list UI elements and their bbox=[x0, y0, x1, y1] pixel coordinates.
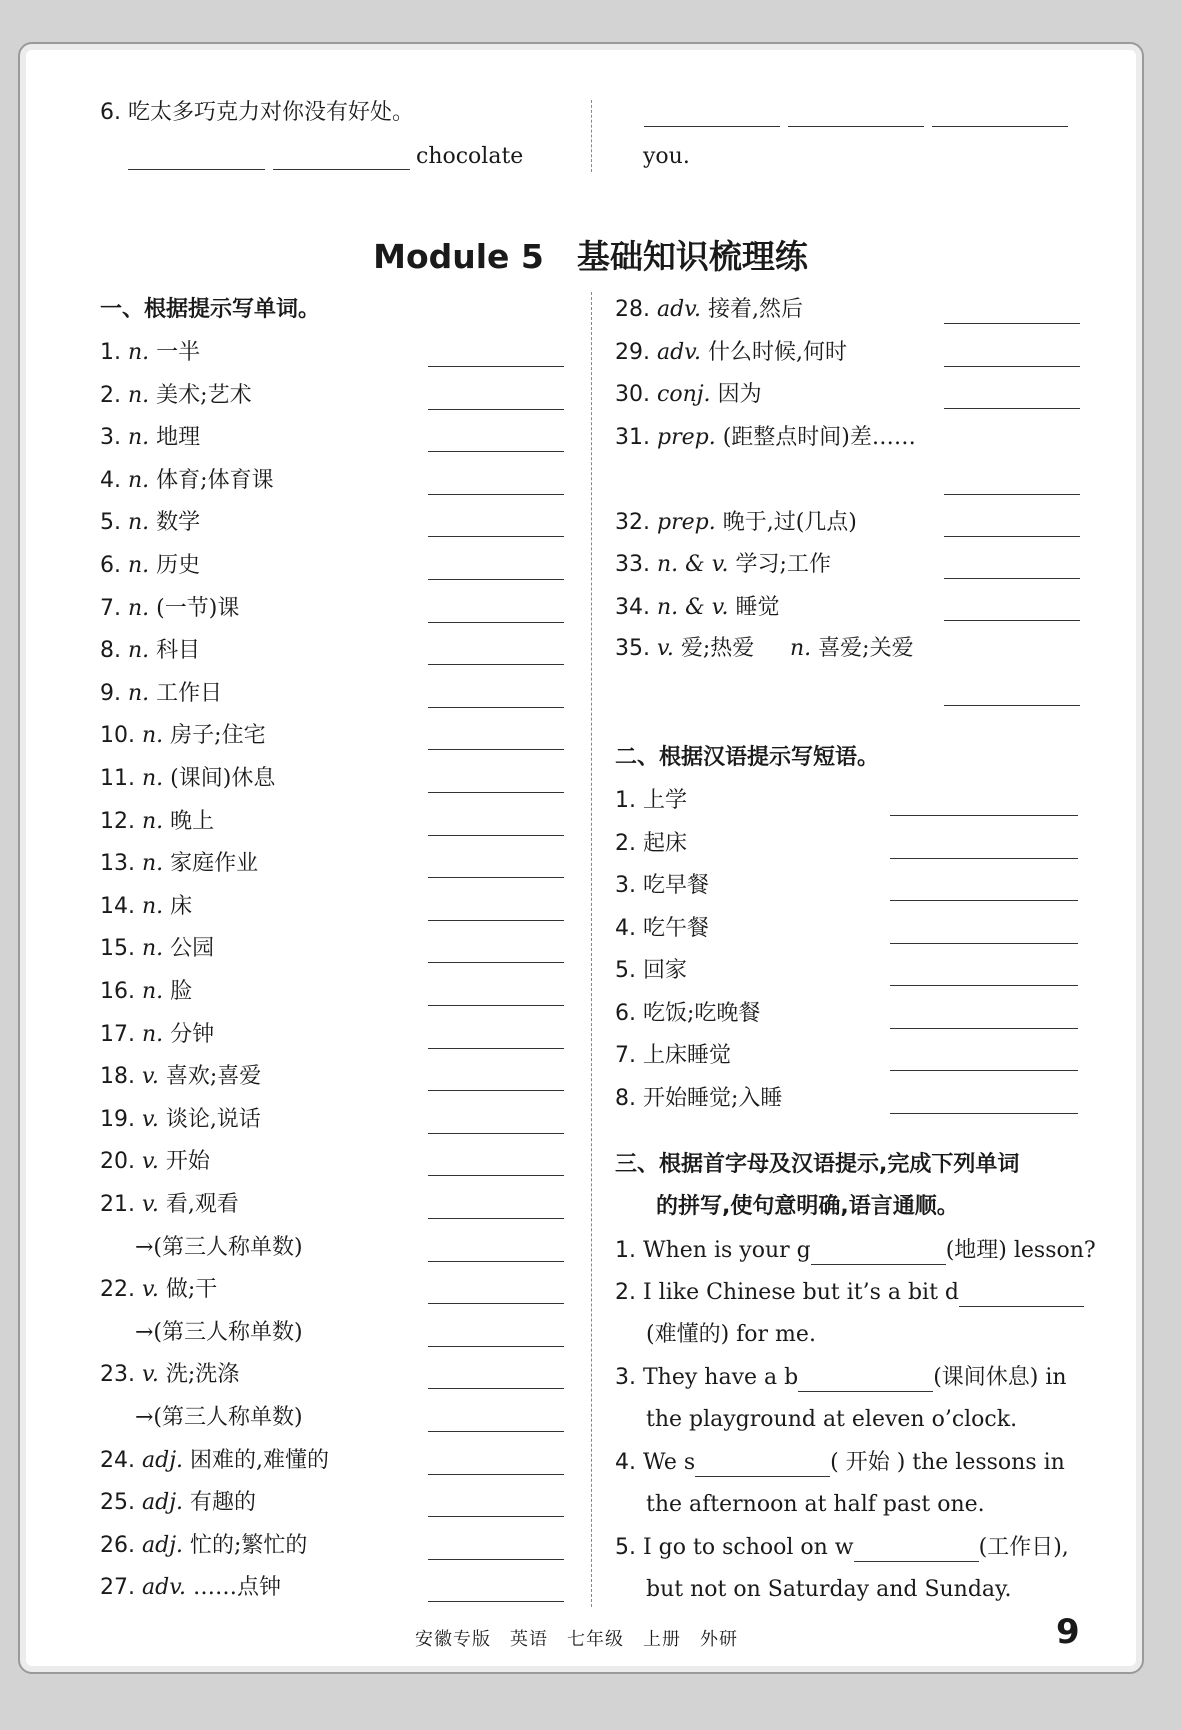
part-of-speech: n. bbox=[128, 425, 150, 450]
answer-blank[interactable] bbox=[428, 1218, 564, 1219]
item-number: 25. bbox=[100, 1490, 135, 1515]
item-hint: (一节)课 bbox=[156, 596, 240, 621]
answer-blank[interactable] bbox=[695, 1450, 830, 1477]
part-of-speech: n. bbox=[142, 809, 164, 834]
item-number: 18. bbox=[100, 1064, 135, 1089]
q4-line2: the afternoon at half past one. bbox=[646, 1492, 985, 1517]
top-question-text: 吃太多巧克力对你没有好处。 bbox=[128, 100, 415, 125]
q4-text-before: We s bbox=[643, 1450, 696, 1475]
word-item bbox=[100, 1192, 239, 1218]
word-item bbox=[100, 681, 222, 707]
item-hint: 开始 bbox=[165, 1149, 210, 1174]
answer-blank[interactable] bbox=[428, 1474, 564, 1475]
part-of-speech: n. bbox=[142, 936, 164, 961]
answer-blank[interactable] bbox=[428, 1388, 564, 1389]
item-number: 27. bbox=[100, 1575, 135, 1600]
item-hint: 谈论,说话 bbox=[165, 1107, 261, 1132]
answer-blank[interactable] bbox=[811, 1238, 946, 1265]
item-number: 15. bbox=[100, 936, 135, 961]
q1-number: 1. bbox=[615, 1238, 636, 1263]
word-item bbox=[100, 894, 192, 920]
item-number: 6. bbox=[615, 1001, 636, 1026]
answer-blank[interactable] bbox=[428, 1175, 564, 1176]
item-hint: 因为 bbox=[717, 382, 762, 407]
word-item bbox=[615, 595, 780, 621]
word-item bbox=[100, 1064, 261, 1090]
item-number: 32. bbox=[615, 510, 650, 535]
phrase-item bbox=[615, 1086, 782, 1112]
phrase-item bbox=[615, 916, 709, 942]
part-of-speech: prep. bbox=[657, 425, 716, 450]
answer-blank[interactable] bbox=[944, 408, 1080, 409]
part-of-speech: n. & v. bbox=[657, 595, 729, 620]
item-hint: 爱;热爱 bbox=[680, 636, 755, 661]
answer-blank[interactable] bbox=[428, 835, 564, 836]
answer-blank[interactable] bbox=[890, 900, 1078, 901]
section3-q4 bbox=[615, 1450, 1065, 1477]
phrase-item bbox=[615, 1001, 760, 1027]
answer-blank[interactable] bbox=[428, 749, 564, 750]
word-item bbox=[100, 851, 258, 877]
word-item bbox=[615, 297, 803, 323]
item-hint: 数学 bbox=[156, 510, 201, 535]
word-item bbox=[100, 1490, 256, 1516]
phrase-item bbox=[615, 831, 687, 857]
answer-blank[interactable] bbox=[428, 622, 564, 623]
item-hint: 晚于,过(几点) bbox=[722, 510, 857, 535]
phrase-item bbox=[615, 788, 687, 814]
answer-blank[interactable] bbox=[854, 1535, 979, 1562]
answer-blank[interactable] bbox=[428, 1431, 564, 1432]
top-question-number: 6. bbox=[100, 100, 121, 125]
section3-q2 bbox=[615, 1280, 1084, 1307]
part-of-speech: conj. bbox=[657, 382, 711, 407]
q5-line2: but not on Saturday and Sunday. bbox=[646, 1577, 1012, 1602]
q2-text-before: I like Chinese but it’s a bit d bbox=[643, 1280, 960, 1305]
item-number: 16. bbox=[100, 979, 135, 1004]
item35-extra bbox=[790, 636, 914, 662]
word-item bbox=[100, 1277, 217, 1303]
word-item bbox=[100, 425, 200, 451]
item-hint: 晚上 bbox=[170, 809, 215, 834]
item-number: 10. bbox=[100, 723, 135, 748]
item-number: 7. bbox=[615, 1043, 636, 1068]
q3-text-before: They have a b bbox=[643, 1365, 799, 1390]
q1-text-after: (地理) lesson? bbox=[945, 1238, 1096, 1263]
item-hint: (距整点时间)差…… bbox=[722, 425, 916, 450]
answer-blank[interactable] bbox=[428, 1090, 564, 1091]
part-of-speech: v. bbox=[142, 1277, 159, 1302]
answer-blank[interactable] bbox=[890, 815, 1078, 816]
answer-blank[interactable] bbox=[428, 1133, 564, 1134]
item-number: 17. bbox=[100, 1022, 135, 1047]
part-of-speech: n. bbox=[142, 851, 164, 876]
answer-blank[interactable] bbox=[428, 1261, 564, 1262]
word-item bbox=[100, 1533, 307, 1559]
item-number: 12. bbox=[100, 809, 135, 834]
item-hint: 体育;体育课 bbox=[156, 468, 274, 493]
word-item bbox=[100, 638, 200, 664]
answer-blank[interactable] bbox=[428, 1048, 564, 1049]
item35-extra-text: 喜爱;关爱 bbox=[818, 636, 914, 661]
answer-blank[interactable] bbox=[428, 1601, 564, 1602]
part-of-speech: v. bbox=[142, 1064, 159, 1089]
item-number: 22. bbox=[100, 1277, 135, 1302]
answer-blank[interactable] bbox=[428, 494, 564, 495]
part-of-speech: v. bbox=[142, 1192, 159, 1217]
phrase-item bbox=[615, 958, 687, 984]
section3-q5 bbox=[615, 1535, 1069, 1562]
item-hint: 吃午餐 bbox=[643, 916, 710, 941]
answer-blank[interactable] bbox=[428, 1005, 564, 1006]
item-number: 5. bbox=[100, 510, 121, 535]
item-hint: (课间)休息 bbox=[170, 766, 276, 791]
item-hint: 吃早餐 bbox=[643, 873, 710, 898]
answer-blank[interactable] bbox=[890, 1113, 1078, 1114]
word-item bbox=[615, 510, 857, 536]
answer-blank[interactable] bbox=[128, 169, 265, 170]
part-of-speech: adv. bbox=[142, 1575, 187, 1600]
q3-number: 3. bbox=[615, 1365, 636, 1390]
item-hint: 美术;艺术 bbox=[156, 383, 252, 408]
item-number: 4. bbox=[100, 468, 121, 493]
word-item bbox=[100, 1575, 281, 1601]
section2-heading: 二、根据汉语提示写短语。 bbox=[615, 745, 880, 770]
item-hint: 学习;工作 bbox=[735, 552, 831, 577]
part-of-speech: v. bbox=[142, 1362, 159, 1387]
item-hint: 工作日 bbox=[156, 681, 223, 706]
item-hint: 公园 bbox=[170, 936, 215, 961]
answer-blank[interactable] bbox=[428, 920, 564, 921]
item-number: 8. bbox=[100, 638, 121, 663]
part-of-speech: n. bbox=[128, 681, 150, 706]
answer-blank[interactable] bbox=[428, 536, 564, 537]
column-divider bbox=[591, 100, 592, 172]
item-number: 6. bbox=[100, 553, 121, 578]
item-hint: 分钟 bbox=[170, 1022, 215, 1047]
item-number: 3. bbox=[100, 425, 121, 450]
answer-blank[interactable] bbox=[428, 366, 564, 367]
item-hint: 困难的,难懂的 bbox=[190, 1448, 330, 1473]
part-of-speech: prep. bbox=[657, 510, 716, 535]
answer-blank[interactable] bbox=[428, 451, 564, 452]
answer-blank[interactable] bbox=[944, 578, 1080, 579]
item-hint: 上学 bbox=[643, 788, 688, 813]
word-item bbox=[100, 1448, 329, 1474]
item-number: 33. bbox=[615, 552, 650, 577]
item-number: 34. bbox=[615, 595, 650, 620]
item-hint: 睡觉 bbox=[735, 595, 780, 620]
word-item bbox=[100, 1022, 214, 1048]
word-item bbox=[100, 468, 274, 494]
item-hint: 吃饭;吃晚餐 bbox=[643, 1001, 761, 1026]
section3-heading-line2: 的拼写,使句意明确,语言通顺。 bbox=[656, 1194, 959, 1219]
part-of-speech: n. bbox=[128, 553, 150, 578]
item-number: 26. bbox=[100, 1533, 135, 1558]
column-divider bbox=[591, 292, 592, 1607]
q3-text-after: (课间休息) in bbox=[933, 1365, 1067, 1390]
section3-q3 bbox=[615, 1365, 1067, 1392]
top-question-word-you: you. bbox=[643, 144, 690, 169]
part-of-speech: n. bbox=[142, 979, 164, 1004]
item-number: 5. bbox=[615, 958, 636, 983]
item-hint: →(第三人称单数) bbox=[135, 1235, 303, 1260]
item-number: 31. bbox=[615, 425, 650, 450]
word-item bbox=[100, 1107, 261, 1133]
phrase-item bbox=[615, 1043, 731, 1069]
answer-blank[interactable] bbox=[788, 126, 924, 127]
item-number: 35. bbox=[615, 636, 650, 661]
part-of-speech: adj. bbox=[142, 1490, 184, 1515]
footer-text: 安徽专版 英语 七年级 上册 外研 bbox=[415, 1629, 738, 1650]
item-number: 2. bbox=[100, 383, 121, 408]
part-of-speech: n. bbox=[142, 723, 164, 748]
item-number: 2. bbox=[615, 831, 636, 856]
item-number: 8. bbox=[615, 1086, 636, 1111]
item-number: 28. bbox=[615, 297, 650, 322]
answer-blank[interactable] bbox=[428, 579, 564, 580]
answer-blank[interactable] bbox=[428, 962, 564, 963]
part-of-speech: n. bbox=[142, 766, 164, 791]
word-item bbox=[135, 1405, 303, 1431]
word-item bbox=[100, 723, 266, 749]
item35-extra-pos: n. bbox=[790, 636, 812, 661]
part-of-speech: adj. bbox=[142, 1533, 184, 1558]
page-number: 9 bbox=[1056, 1612, 1080, 1652]
part-of-speech: n. bbox=[128, 383, 150, 408]
item-number: 1. bbox=[100, 340, 121, 365]
word-item bbox=[100, 553, 200, 579]
item-hint: 一半 bbox=[156, 340, 201, 365]
part-of-speech: n. bbox=[128, 510, 150, 535]
word-item bbox=[100, 809, 214, 835]
part-of-speech: adv. bbox=[657, 297, 702, 322]
word-item bbox=[100, 936, 214, 962]
item-number: 11. bbox=[100, 766, 135, 791]
item-hint: 科目 bbox=[156, 638, 201, 663]
answer-blank[interactable] bbox=[944, 705, 1080, 706]
phrase-item bbox=[615, 873, 709, 899]
q5-text-after: (工作日), bbox=[978, 1535, 1069, 1560]
item-number: 4. bbox=[615, 916, 636, 941]
part-of-speech: n. bbox=[142, 1022, 164, 1047]
q2-number: 2. bbox=[615, 1280, 636, 1305]
answer-blank[interactable] bbox=[944, 620, 1080, 621]
part-of-speech: n. bbox=[128, 468, 150, 493]
answer-blank[interactable] bbox=[428, 1516, 564, 1517]
item-hint: 房子;住宅 bbox=[170, 723, 266, 748]
item-hint: 忙的;繁忙的 bbox=[190, 1533, 308, 1558]
part-of-speech: n. bbox=[128, 638, 150, 663]
part-of-speech: v. bbox=[142, 1149, 159, 1174]
word-item bbox=[100, 1362, 239, 1388]
item-hint: 看,观看 bbox=[165, 1192, 239, 1217]
answer-blank[interactable] bbox=[959, 1280, 1084, 1307]
answer-blank[interactable] bbox=[890, 1070, 1078, 1071]
answer-blank[interactable] bbox=[932, 126, 1068, 127]
answer-blank[interactable] bbox=[944, 494, 1080, 495]
answer-blank[interactable] bbox=[428, 792, 564, 793]
section3-q1 bbox=[615, 1238, 1096, 1265]
answer-blank[interactable] bbox=[944, 536, 1080, 537]
item-hint: 地理 bbox=[156, 425, 201, 450]
item-hint: 有趣的 bbox=[190, 1490, 257, 1515]
item-hint: 床 bbox=[170, 894, 193, 919]
part-of-speech: adj. bbox=[142, 1448, 184, 1473]
word-item bbox=[100, 510, 200, 536]
item-number: 1. bbox=[615, 788, 636, 813]
item-hint: 做;干 bbox=[165, 1277, 218, 1302]
answer-blank[interactable] bbox=[644, 126, 780, 127]
top-question-prompt bbox=[100, 100, 414, 126]
q2-line2: (难懂的) for me. bbox=[646, 1322, 816, 1347]
answer-blank[interactable] bbox=[428, 664, 564, 665]
answer-blank[interactable] bbox=[798, 1365, 933, 1392]
item-hint: 什么时候,何时 bbox=[708, 340, 848, 365]
item-number: 21. bbox=[100, 1192, 135, 1217]
top-question-word-chocolate: chocolate bbox=[416, 144, 524, 169]
item-number: 7. bbox=[100, 596, 121, 621]
word-item bbox=[100, 766, 275, 792]
section3-heading-line1: 三、根据首字母及汉语提示,完成下列单词 bbox=[615, 1152, 1020, 1177]
word-item bbox=[100, 1149, 210, 1175]
item-hint: 接着,然后 bbox=[708, 297, 804, 322]
item-hint: 喜欢;喜爱 bbox=[165, 1064, 262, 1089]
item-number: 30. bbox=[615, 382, 650, 407]
word-item bbox=[615, 636, 754, 662]
part-of-speech: n. bbox=[128, 596, 150, 621]
word-item bbox=[100, 596, 239, 622]
part-of-speech: n. bbox=[128, 340, 150, 365]
item-hint: 上床睡觉 bbox=[643, 1043, 732, 1068]
answer-blank[interactable] bbox=[944, 366, 1080, 367]
answer-blank[interactable] bbox=[890, 943, 1078, 944]
part-of-speech: v. bbox=[657, 636, 674, 661]
word-item bbox=[100, 340, 200, 366]
q4-number: 4. bbox=[615, 1450, 636, 1475]
item-number: 3. bbox=[615, 873, 636, 898]
answer-blank[interactable] bbox=[428, 707, 564, 708]
item-number: 14. bbox=[100, 894, 135, 919]
item-hint: 开始睡觉;入睡 bbox=[643, 1086, 783, 1111]
word-item bbox=[615, 382, 762, 408]
section1-heading: 一、根据提示写单词。 bbox=[100, 297, 321, 322]
answer-blank[interactable] bbox=[428, 1346, 564, 1347]
answer-blank[interactable] bbox=[944, 323, 1080, 324]
item-number: 20. bbox=[100, 1149, 135, 1174]
q1-text-before: When is your g bbox=[643, 1238, 811, 1263]
q5-number: 5. bbox=[615, 1535, 636, 1560]
item-hint: ……点钟 bbox=[193, 1575, 282, 1600]
word-item bbox=[615, 340, 847, 366]
answer-blank[interactable] bbox=[273, 169, 410, 170]
answer-blank[interactable] bbox=[428, 409, 564, 410]
item-hint: 脸 bbox=[170, 979, 193, 1004]
part-of-speech: v. bbox=[142, 1107, 159, 1132]
item-hint: 历史 bbox=[156, 553, 201, 578]
answer-blank[interactable] bbox=[428, 1303, 564, 1304]
part-of-speech: adv. bbox=[657, 340, 702, 365]
word-item bbox=[100, 383, 252, 409]
word-item bbox=[100, 979, 192, 1005]
q4-text-after: ( 开始 ) the lessons in bbox=[830, 1450, 1065, 1475]
item-number: 13. bbox=[100, 851, 135, 876]
item-number: 23. bbox=[100, 1362, 135, 1387]
part-of-speech: n. & v. bbox=[657, 552, 729, 577]
q5-text-before: I go to school on w bbox=[643, 1535, 854, 1560]
word-item bbox=[615, 425, 916, 451]
answer-blank[interactable] bbox=[890, 1028, 1078, 1029]
item-hint: 洗;洗涤 bbox=[165, 1362, 240, 1387]
answer-blank[interactable] bbox=[428, 1559, 564, 1560]
item-number: 19. bbox=[100, 1107, 135, 1132]
item-number: 29. bbox=[615, 340, 650, 365]
item-hint: 家庭作业 bbox=[170, 851, 259, 876]
item-hint: →(第三人称单数) bbox=[135, 1320, 303, 1345]
item-number: 24. bbox=[100, 1448, 135, 1473]
item-hint: 起床 bbox=[643, 831, 688, 856]
answer-blank[interactable] bbox=[890, 985, 1078, 986]
part-of-speech: n. bbox=[142, 894, 164, 919]
item-hint: →(第三人称单数) bbox=[135, 1405, 303, 1430]
module-title: Module 5 基础知识梳理练 bbox=[373, 237, 808, 276]
item-hint: 回家 bbox=[643, 958, 688, 983]
word-item bbox=[135, 1320, 303, 1346]
word-item bbox=[615, 552, 831, 578]
answer-blank[interactable] bbox=[890, 858, 1078, 859]
item-number: 9. bbox=[100, 681, 121, 706]
q3-line2: the playground at eleven o’clock. bbox=[646, 1407, 1018, 1432]
answer-blank[interactable] bbox=[428, 877, 564, 878]
word-item bbox=[135, 1235, 303, 1261]
